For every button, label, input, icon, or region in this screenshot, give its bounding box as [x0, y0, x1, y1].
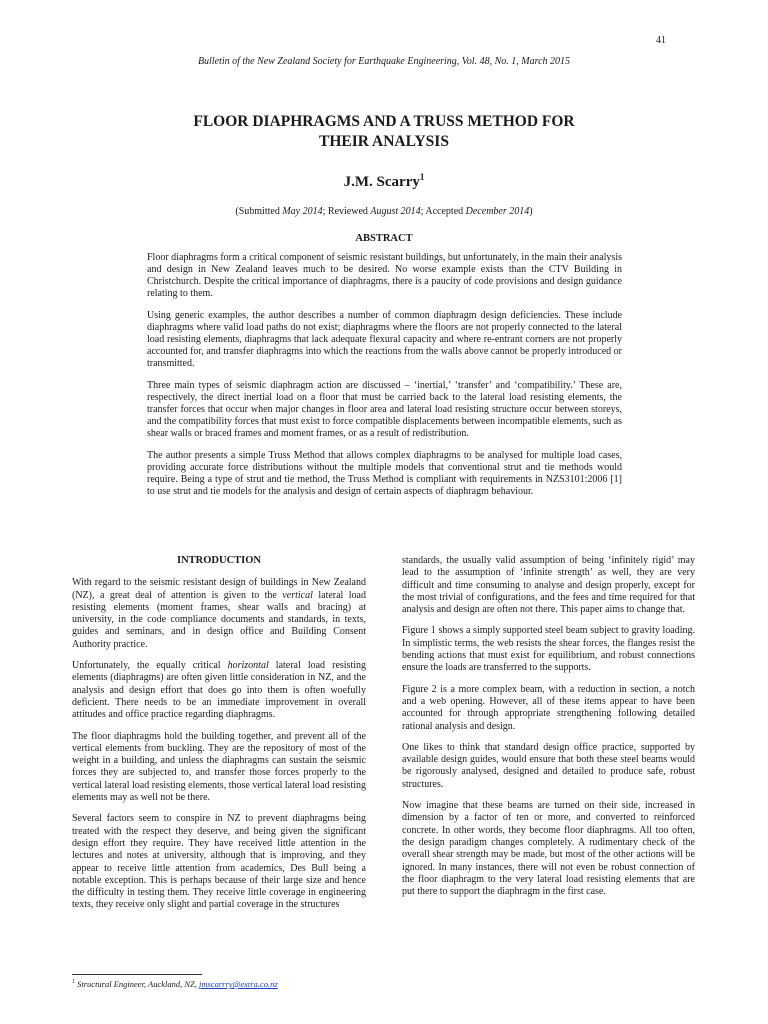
intro-paragraph-1	[72, 577, 366, 651]
abstract-heading: ABSTRACT	[355, 233, 413, 244]
intro-paragraph-6: Figure 1 shows a simply supported steel beam subject to gravity loading. In simplistic terms, the web resists the shear forces, the flanges resist the bending actions that must exist for equilibrium, and robust connections ensure the loads are transferred to the supports.	[402, 625, 695, 674]
footnote-text: Structural Engineer, Auckland, NZ,	[75, 979, 200, 989]
intro-paragraph-4: Several factors seem to conspire in NZ to prevent diaphragms being treated with the respect they deserve, and being given the significant design effort they require. They have received little attention in the lectures and notes at university, although that is improving, and they appear to receive little attention from academics, Des Bull being a notable exception. This is perhaps because of their large size and hence the difficulty in testing them. They receive little coverage in engineering texts, they receive only slight and partial coverage in the structures	[72, 813, 366, 911]
intro-paragraph-2	[72, 660, 366, 721]
submission-close: )	[529, 206, 533, 217]
left-column	[72, 555, 366, 921]
introduction-heading: INTRODUCTION	[176, 555, 261, 566]
author-name: J.M. Scarry	[343, 174, 420, 190]
abstract-paragraph-4: The author presents a simple Truss Method that allows complex diaphragms to be analysed for multiple load cases, providing accurate force distributions without the multiple models that conventional strut and tie methods would require. Being a type of strut and tie method, the Truss Method is compliant with requirements in NZS3101:2006 [1] to use strut and tie models for the analysis and design of certain aspects of diaphragm behaviour.	[147, 450, 622, 497]
author-footnote-mark: 1	[419, 172, 425, 182]
page-number: 41	[656, 35, 666, 46]
footnote	[72, 979, 278, 989]
accepted-label: ; Accepted	[420, 206, 466, 217]
intro-paragraph-8: One likes to think that standard design office practice, supported by available design guides, would ensure that both these steel beams would be rigorously analysed, designed and detailed to produce safe, robust structures.	[402, 741, 695, 790]
paper-title-line-1: FLOOR DIAPHRAGMS AND A TRUSS METHOD FOR	[193, 113, 575, 130]
abstract	[147, 252, 622, 508]
reviewed-label: ; Reviewed	[322, 206, 371, 217]
intro-paragraph-5: standards, the usually valid assumption of being ‘infinitely rigid’ may lead to the assumption of ‘infinite strength’ as well, they are very difficult and time consuming to analyse and design properly, except for the most trivial of configurations, and the fees and time required for that analysis and design are often not there. This paper aims to change that.	[402, 555, 695, 616]
intro-paragraph-9: Now imagine that these beams are turned on their side, increased in dimension by a factor of ten or more, and converted to reinforced concrete. In other words, they become floor diaphragms. All too often, the design paradigm changes completely. A rudimentary check of the overall shear strength may be made, but most of the other actions will be ignored. In many instances, there will not even be robust connection of the floor diaphragm to the very lateral load resisting elements that are put there to support the diaphragm in the first case.	[402, 800, 695, 898]
intro-paragraph-7: Figure 2 is a more complex beam, with a reduction in section, a notch and a web opening. However, all of these items appear to have been accounted for through appropriate strengthening following detailed rational analysis and design.	[402, 683, 695, 732]
submitted-label: (Submitted	[235, 206, 283, 217]
intro-p1-text-b: lateral load resisting elements (moment frames, shear walls and bracing) at university, in the code compliance documents and standards, in texts, guides and seminars, and in design office and Building Consent Authority practice.	[72, 589, 366, 650]
paper-title-line-2: THEIR ANALYSIS	[319, 133, 449, 150]
paper-title	[0, 112, 768, 152]
intro-p1-emphasis: vertical	[282, 589, 313, 601]
intro-paragraph-3: The floor diaphragms hold the building together, and prevent all of the vertical elements from buckling. They are the repository of most of the weight in a building, and unless the diaphragms can sustain the seismic forces they are subjected to, and transfer those forces properly to the vertical lateral load resisting elements, those vertical lateral load resisting elements may as well not be there.	[72, 730, 366, 804]
submitted-date: May 2014	[282, 206, 323, 217]
running-head: Bulletin of the New Zealand Society for Earthquake Engineering, Vol. 48, No. 1, March 2015	[197, 56, 571, 67]
intro-p2-emphasis: horizontal	[227, 660, 269, 672]
author-email-link[interactable]: jmscarrry@extra.co.nz	[199, 979, 278, 989]
footnote-mark: 1	[72, 979, 75, 986]
intro-p2-text-b: lateral load resisting elements (diaphragms) are often given little consideration in NZ, and the analysis and design effort that does go into them is often woefully deficient. There needs to be an immediate improvement in overall attitudes and office practice regarding diaphragms.	[72, 660, 366, 721]
abstract-paragraph-3: Three main types of seismic diaphragm action are discussed – ‘inertial,’ ‘transfer’ and ‘compatibility.’ These are, respectively, the direct inertial load on a floor that must be carried back to the lateral load resisting elements, the transfer forces that occur when major changes in floor area and lateral load resisting structure occur between storeys, and the compatibility forces that must exist to force compatible displacements between incompatible elements, such as shear walls or braced frames and moment frames, or as a result of redistribution.	[147, 380, 622, 439]
abstract-paragraph-2: Using generic examples, the author describes a number of common diaphragm design deficiencies. These include diaphragms where valid load paths do not exist; diaphragms where the floors are not properly connected to the lateral load resisting elements, diaphragms that lack adequate flexural capacity and where re-entrant corners are not properly accounted for, and transfer diaphragms into which the reactions from the walls above cannot be properly introduced or transmitted.	[147, 310, 622, 369]
accepted-date: December 2014	[465, 206, 530, 217]
author	[0, 172, 768, 191]
intro-p1-text-a: With regard to the seismic resistant design of buildings in New Zealand (NZ), a great deal of attention is given to the	[72, 577, 366, 601]
reviewed-date: August 2014	[370, 206, 421, 217]
intro-p2-text-a: Unfortunately, the equally critical	[72, 660, 228, 672]
footnote-rule	[72, 974, 202, 975]
abstract-paragraph-1: Floor diaphragms form a critical component of seismic resistant buildings, but unfortunately, in the main their analysis and design in New Zealand leaves much to be desired. No worse example exists than the CTV Building in Christchurch. Despite the critical importance of diaphragms, there is a paucity of code provisions and design guidance relating to them.	[147, 252, 622, 299]
submission-dates	[0, 206, 768, 217]
right-column	[402, 555, 695, 907]
